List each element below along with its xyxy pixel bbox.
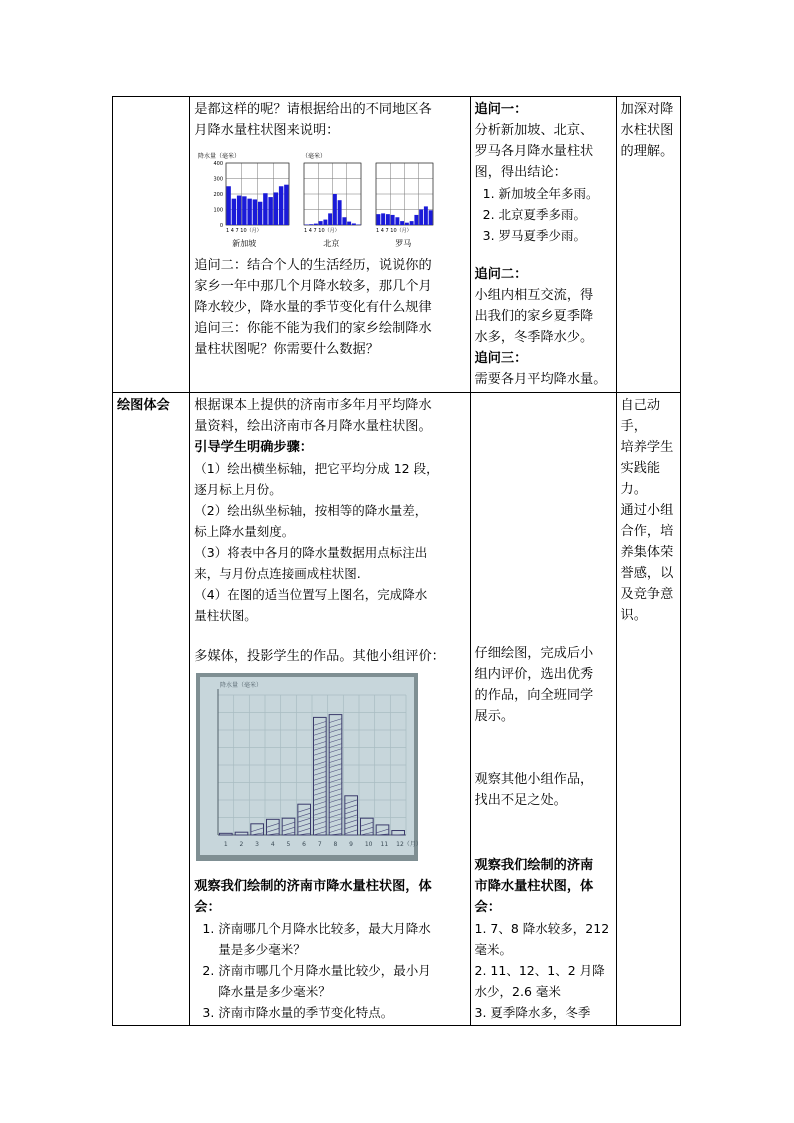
tick-label: 1 4 7 10（月） <box>376 228 412 234</box>
text-line: 出我们的家乡夏季降 <box>474 309 594 324</box>
text-line: 仔细绘图，完成后小 <box>474 646 594 661</box>
text-line: 的作品，向全班同学 <box>474 688 594 703</box>
bar <box>227 186 231 225</box>
text-line: （4）在图的适当位置写上图名，完成降水 <box>194 587 428 602</box>
bar <box>279 186 283 225</box>
bar <box>338 200 342 225</box>
row2-col4 <box>616 393 680 1026</box>
text-line: 实践能力。 <box>620 461 661 497</box>
text-line: 来，与月份点连接画成柱状图. <box>194 566 361 581</box>
mini-chart-group <box>196 149 465 249</box>
observe-title: 观察我们绘制的济南市降水量柱状图，体 <box>194 879 432 894</box>
tick-label: 11 <box>380 841 389 848</box>
text-line: （2）绘出纵坐标轴，按相等的降水量差， <box>194 503 428 518</box>
tick-label: 12（月） <box>396 841 423 848</box>
text-line: 1. 7、8 降水较多，212 <box>474 921 610 936</box>
text-line: 逐月标上月份。 <box>194 482 282 497</box>
text-line: 图，得出结论： <box>474 165 567 180</box>
answer-title: 市降水量柱状图，体 <box>474 879 594 894</box>
text-line: 量资料，绘出济南市各月降水量柱状图。 <box>194 419 432 434</box>
text-line: 分析新加坡、北京、 <box>474 123 594 138</box>
bar <box>419 210 423 226</box>
text-line: 的理解。 <box>620 144 674 159</box>
text-line: 誉感，以 <box>620 566 674 581</box>
axis-label: 降水量（毫米） <box>198 153 241 160</box>
table-row <box>113 97 681 393</box>
bar <box>333 194 337 225</box>
bar <box>343 217 347 225</box>
bar <box>415 215 419 225</box>
tick-label: 200 <box>213 192 224 198</box>
tick-label: 10 <box>365 841 373 848</box>
row1-col4 <box>616 97 680 393</box>
student-chart-photo <box>196 673 465 868</box>
followup-title: 追问三： <box>474 351 528 366</box>
table-row <box>113 393 681 1026</box>
text-line: 2. 济南市哪几个月降水量比较少，最小月 <box>218 963 431 978</box>
text-line: 降水量是多少毫米？ <box>218 984 331 999</box>
text-line: 追问二：结合个人的生活经历，说说你的 <box>194 258 432 273</box>
text-line: 标上降水量刻度。 <box>194 524 295 539</box>
bar <box>396 217 400 225</box>
row2-col3 <box>470 393 616 1026</box>
text-line: 家乡一年中那几个月降水较多，那几个月 <box>194 279 432 294</box>
tick-label: 400 <box>213 161 224 167</box>
text-line: 识。 <box>620 608 647 623</box>
text-line: （3）将表中各月的降水量数据用点标注出 <box>194 545 428 560</box>
list-item: 2. 北京夏季多雨。 <box>499 204 612 225</box>
bar <box>405 223 409 225</box>
answer-title: 观察我们绘制的济南 <box>474 858 594 873</box>
text-line: 培养学生 <box>620 440 674 455</box>
text-line: 展示。 <box>474 709 515 724</box>
bar <box>263 193 267 225</box>
bar <box>309 224 313 225</box>
row1-col1 <box>113 97 190 393</box>
text-line: 是都这样的呢？请根据给出的不同地区各 <box>194 102 432 117</box>
text-line: 罗马各月降水量柱状 <box>474 144 594 159</box>
list-item <box>218 918 465 960</box>
bar <box>391 215 395 225</box>
tick-label: 9 <box>349 841 354 848</box>
tick-label: 5 <box>286 841 291 848</box>
text-line: 观察其他小组作品， <box>474 772 594 787</box>
mini-chart-beijing <box>298 149 364 249</box>
text-line: 水多，冬季降水少。 <box>474 330 594 345</box>
bar <box>269 197 273 225</box>
text-line: 量是多少毫米？ <box>218 942 306 957</box>
axis-label: （毫米） <box>302 153 327 160</box>
bar <box>242 196 246 225</box>
tick-label: 3 <box>255 841 260 848</box>
tick-label: 4 <box>271 841 275 848</box>
text-line: 需要各月平均降水量。 <box>474 372 607 387</box>
text-line: 水少，2.6 毫米 <box>474 984 561 999</box>
row1-col2 <box>190 97 470 393</box>
text-line: 水柱状图 <box>620 123 674 138</box>
text-line: （1）绘出横坐标轴，把它平均分成 12 段， <box>194 461 439 476</box>
mini-chart-city: 北京 <box>323 239 340 248</box>
text-line: 小组内相互交流，得 <box>474 288 594 303</box>
guide-title: 引导学生明确步骤： <box>194 440 313 455</box>
text-line: 毫米。 <box>474 942 513 957</box>
tick-label: 1 4 7 10（月） <box>304 228 340 234</box>
row1-col3 <box>470 97 616 393</box>
tick-label: 8 <box>333 841 338 848</box>
bar <box>381 213 385 225</box>
bar <box>248 199 252 225</box>
row2-col1 <box>113 393 190 1026</box>
mini-chart-singapore <box>196 149 292 249</box>
followup-title: 追问二： <box>474 267 528 282</box>
axis-label: 降水量（毫米） <box>220 682 263 689</box>
text-line: 量柱状图呢？你需要什么数据？ <box>194 342 379 357</box>
bar <box>352 223 356 225</box>
observe-title: 会： <box>194 900 221 915</box>
followup-title: 追问一： <box>474 102 528 117</box>
tick-label: 1 4 7 10（月） <box>226 228 262 234</box>
text-line: 加深对降 <box>620 102 674 117</box>
bar <box>324 220 328 225</box>
tick-label: 0 <box>220 223 224 229</box>
mini-chart-city: 新加坡 <box>232 239 257 248</box>
list-item <box>218 960 465 1002</box>
tick-label: 100 <box>213 207 224 214</box>
list-item <box>218 1002 465 1023</box>
bar <box>386 214 390 225</box>
bar <box>232 199 236 225</box>
bar <box>328 213 332 225</box>
list-item: 1. 新加坡全年多雨。 <box>499 183 612 204</box>
tick-label: 2 <box>239 841 244 848</box>
bar <box>410 221 414 225</box>
bar <box>424 206 428 225</box>
text-line: 找出不足之处。 <box>474 793 567 808</box>
text-line: 自己动手， <box>620 398 661 434</box>
answer-title: 会： <box>474 900 501 915</box>
mini-chart-city: 罗马 <box>395 239 412 248</box>
text-line: 合作，培 <box>620 524 674 539</box>
lesson-plan-table <box>112 96 681 1026</box>
text-line: 3. 济南市降水量的季节变化特点。 <box>218 1005 394 1020</box>
text-line: 降水较少，降水量的季节变化有什么规律 <box>194 300 432 315</box>
text-line: 根据课本上提供的济南市多年月平均降水 <box>194 398 432 413</box>
bar <box>429 210 433 225</box>
bar <box>400 221 404 225</box>
tick-label: 6 <box>302 841 307 848</box>
text-line: 多媒体，投影学生的作品。其他小组评价： <box>194 649 445 664</box>
text-line: 3. 夏季降水多，冬季 <box>474 1005 591 1020</box>
mini-chart-rome <box>370 149 436 249</box>
tick-label: 1 <box>224 841 228 848</box>
bar <box>314 224 318 225</box>
bar <box>377 214 381 225</box>
bar <box>319 221 323 225</box>
bar <box>253 199 257 225</box>
text-line: 量柱状图。 <box>194 608 257 623</box>
paper <box>200 677 414 855</box>
text-line: 追问三：你能不能为我们的家乡绘制降水 <box>194 321 432 336</box>
text-line: 养集体荣 <box>620 545 674 560</box>
section-label: 绘图体会 <box>117 398 170 413</box>
bar <box>237 196 241 225</box>
text-line: 1. 济南哪几个月降水比较多，最大月降水 <box>218 921 431 936</box>
bar <box>274 192 278 225</box>
tick-label: 300 <box>213 176 224 183</box>
text-line: 通过小组 <box>620 503 674 518</box>
conclusion-list <box>475 183 612 246</box>
row2-col2 <box>190 393 470 1026</box>
bar <box>284 185 288 225</box>
bar <box>258 202 262 225</box>
tick-label: 7 <box>318 841 322 848</box>
text-line: 月降水量柱状图来说明： <box>194 123 340 138</box>
text-line: 及竞争意 <box>620 587 674 602</box>
bar <box>347 222 351 225</box>
question-list <box>194 918 465 1023</box>
text-line: 2. 11、12、1、2 月降 <box>474 963 605 978</box>
list-item: 3. 罗马夏季少雨。 <box>499 225 612 246</box>
text-line: 组内评价，选出优秀 <box>474 667 594 682</box>
